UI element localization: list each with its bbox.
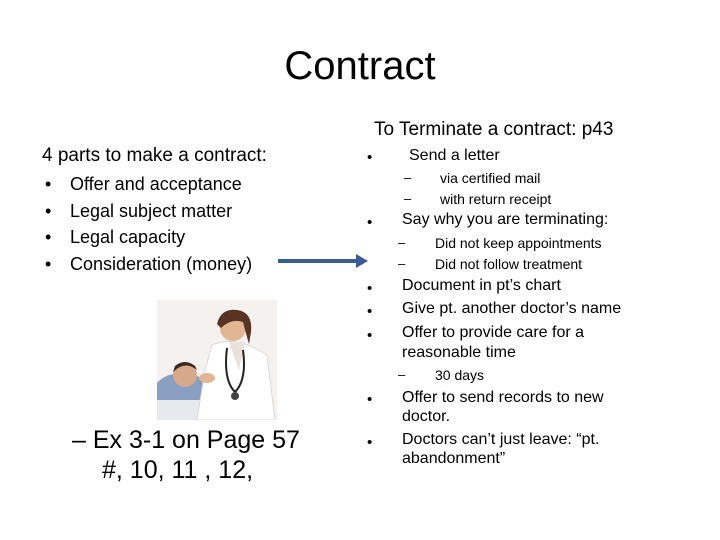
sub-item: Did not follow treatment <box>435 256 583 272</box>
dash: – <box>404 170 412 185</box>
bullet: • <box>45 201 52 221</box>
exercise-reference <box>72 425 300 485</box>
sub-item: 30 days <box>435 367 485 383</box>
arrow-head-icon <box>356 254 368 268</box>
slide-title: Contract <box>284 44 436 88</box>
list-item-continuation: doctor. <box>402 408 451 425</box>
dash: – <box>398 256 406 271</box>
list-item: Document in pt’s chart <box>402 277 561 294</box>
bullet: • <box>367 434 373 451</box>
right-heading: To Terminate a contract: p43 <box>374 119 614 140</box>
bullet: • <box>367 303 373 320</box>
list-item <box>45 227 185 248</box>
list-item-label: Offer and acceptance <box>70 174 242 194</box>
list-item-label: Legal capacity <box>70 227 186 247</box>
sub-item: Did not keep appointments <box>435 235 602 251</box>
bullet: • <box>367 280 373 297</box>
list-item <box>45 201 232 222</box>
dash: – <box>398 235 406 250</box>
bullet: • <box>367 327 373 344</box>
list-item: Give pt. another doctor’s name <box>402 300 622 317</box>
bullet: • <box>367 149 373 166</box>
list-item-label: Consideration (money) <box>70 254 253 274</box>
list-item-continuation: abandonment” <box>402 450 506 467</box>
list-item: Offer to send records to new <box>402 389 604 406</box>
list-item-continuation: reasonable time <box>402 344 516 361</box>
bullet: • <box>45 227 52 247</box>
bullet: • <box>45 254 52 274</box>
bullet: • <box>367 214 373 231</box>
list-item: Say why you are terminating: <box>402 211 609 228</box>
list-item-label: Legal subject matter <box>70 201 233 221</box>
dash: – <box>398 367 406 382</box>
exercise-line: – Ex 3-1 on Page 57 <box>72 426 300 454</box>
list-item: Doctors can’t just leave: “pt. <box>402 431 600 448</box>
sub-item: with return receipt <box>440 191 552 207</box>
list-item <box>45 174 242 195</box>
exercise-line: #, 10, 11 , 12, <box>102 456 254 484</box>
list-item <box>45 254 252 275</box>
bullet: • <box>367 391 373 408</box>
doctor-patient-photo <box>157 300 277 420</box>
list-item: Offer to provide care for a <box>402 324 585 341</box>
list-item: Send a letter <box>409 147 500 164</box>
sub-item: via certified mail <box>440 170 541 186</box>
left-heading: 4 parts to make a contract: <box>42 145 267 166</box>
arrow-icon <box>278 259 360 263</box>
dash: – <box>404 191 412 206</box>
bullet: • <box>45 174 52 194</box>
